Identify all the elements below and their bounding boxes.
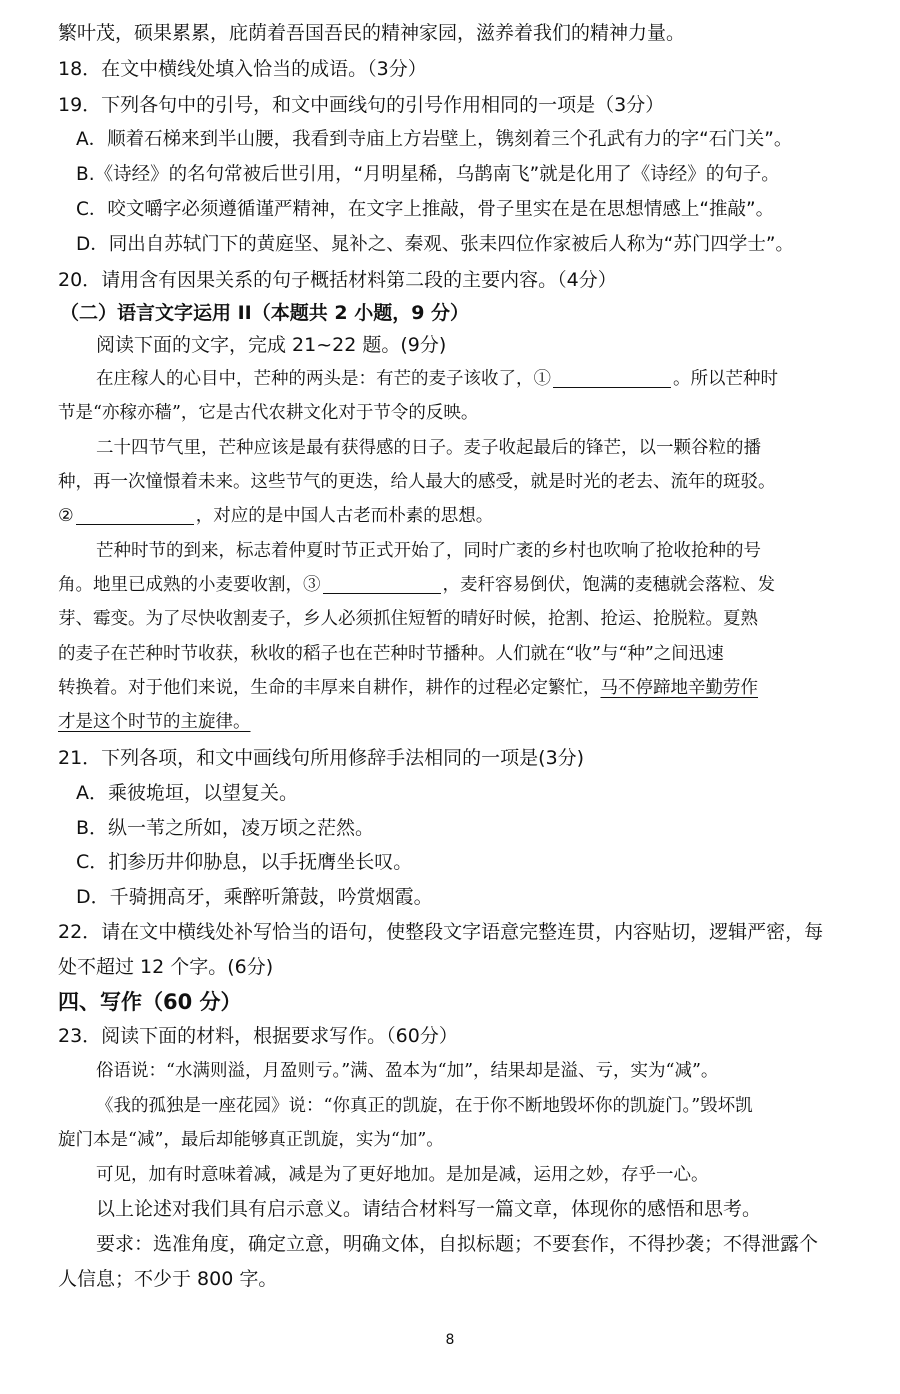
passage-p2-line2: 种，再一次憧憬着未来。这些节气的更迭，给人最大的感受，就是时光的老去、流年的斑驳。 (58, 472, 776, 492)
writing-requirements-line1: 要求：选准角度，确定立意，明确文体，自拟标题；不要套作，不得抄袭；不得泄露个 (96, 1233, 819, 1255)
passage-p3-line3: 芽、霉变。为了尽快收割麦子，乡人必须抓住短暂的晴好时候，抢割、抢运、抢脱粒。夏熟 (58, 609, 758, 629)
passage-p2-line3: ② ，对应的是中国人古老而朴素的思想。 (58, 506, 494, 526)
passage-p2-line1: 二十四节气里，芒种应该是最有获得感的日子。麦子收起最后的锋芒，以一颗谷粒的播 (96, 438, 761, 458)
continued-text-line: 繁叶茂，硕果累累，庇荫着吾国吾民的精神家园，滋养着我们的精神力量。 (58, 22, 686, 44)
question-19-option-b: B.《诗经》的名句常被后世引用，“月明星稀，乌鹊南飞”就是化用了《诗经》的句子。 (76, 164, 780, 185)
question-20: 20．请用含有因果关系的句子概括材料第二段的主要内容。（4分） (58, 269, 617, 291)
question-21-option-d: D．千骑拥高牙，乘醉听箫鼓，吟赏烟霞。 (76, 886, 433, 908)
section-2-heading: （二）语言文字运用 II（本题共 2 小题，9 分） (60, 302, 470, 324)
passage-p1-line1: 在庄稼人的心目中，芒种的两头是：有芒的麦子该收了，① 。所以芒种时 (96, 369, 778, 389)
underlined-sentence: 马不停蹄地辛勤劳作 (600, 678, 758, 698)
answer-blank-1 (553, 367, 671, 388)
passage-p3-line5: 转换着。对于他们来说，生命的丰厚来自耕作，耕作的过程必定繁忙，马不停蹄地辛勤劳作 (58, 678, 758, 698)
writing-requirements-line2: 人信息；不少于 800 字。 (58, 1268, 278, 1290)
question-21-option-a: A．乘彼垝垣，以望复关。 (76, 782, 298, 804)
answer-blank-3 (323, 573, 441, 594)
question-23: 23．阅读下面的材料，根据要求写作。（60分） (58, 1025, 458, 1047)
section-2-intro: 阅读下面的文字，完成 21~22 题。(9分) (96, 334, 447, 356)
writing-prompt: 以上论述对我们具有启示意义。请结合材料写一篇文章，体现你的感悟和思考。 (96, 1198, 762, 1220)
material-line-2: 《我的孤独是一座花园》说：“你真正的凯旋，在于你不断地毁坏你的凯旋门。”毁坏凯 (96, 1096, 753, 1116)
passage-p1-line2: 节是“亦稼亦穑”，它是古代农耕文化对于节令的反映。 (58, 403, 479, 423)
answer-blank-2 (76, 504, 194, 525)
question-19-option-d: D．同出自苏轼门下的黄庭坚、晁补之、秦观、张耒四位作家被后人称为“苏门四学士”。 (76, 234, 794, 255)
material-line-1: 俗语说：“水满则溢，月盈则亏。”满、盈本为“加”，结果却是溢、亏，实为“减”。 (96, 1061, 719, 1081)
page-number: 8 (445, 1332, 455, 1348)
material-line-3: 旋门本是“减”，最后却能够真正凯旋，实为“加”。 (58, 1130, 444, 1150)
question-21-option-b: B．纵一苇之所如，凌万顷之茫然。 (76, 817, 375, 839)
material-line-4: 可见，加有时意味着减，减是为了更好地加。是加是减，运用之妙，存乎一心。 (96, 1165, 709, 1185)
section-4-heading: 四、写作（60 分） (58, 990, 242, 1014)
question-19-option-c: C．咬文嚼字必须遵循谨严精神，在文字上推敲，骨子里实在是在思想情感上“推敲”。 (76, 199, 775, 220)
question-19-option-a: A．顺着石梯来到半山腰，我看到寺庙上方岩壁上，镌刻着三个孔武有力的字“石门关”。 (76, 129, 793, 150)
passage-p3-line1: 芒种时节的到来，标志着仲夏时节正式开始了，同时广袤的乡村也吹响了抢收抢种的号 (96, 541, 761, 561)
question-22-line1: 22．请在文中横线处补写恰当的语句，使整段文字语意完整连贯，内容贴切，逻辑严密，每 (58, 921, 824, 943)
passage-p3-line2: 角。地里已成熟的小麦要收割，③ ，麦秆容易倒伏，饱满的麦穗就会落粒、发 (58, 575, 775, 595)
underlined-sentence-cont: 才是这个时节的主旋律。 (58, 712, 251, 732)
question-21-stem: 21．下列各项，和文中画线句所用修辞手法相同的一项是(3分) (58, 747, 585, 769)
question-22-line2: 处不超过 12 个字。(6分) (58, 956, 274, 978)
passage-p3-line4: 的麦子在芒种时节收获，秋收的稻子也在芒种时节播种。人们就在“收”与“种”之间迅速 (58, 644, 724, 664)
question-21-option-c: C．扪参历井仰胁息，以手抚膺坐长叹。 (76, 851, 413, 873)
question-19-stem: 19．下列各句中的引号，和文中画线句的引号作用相同的一项是（3分） (58, 94, 665, 116)
question-18: 18．在文中横线处填入恰当的成语。（3分） (58, 58, 427, 80)
